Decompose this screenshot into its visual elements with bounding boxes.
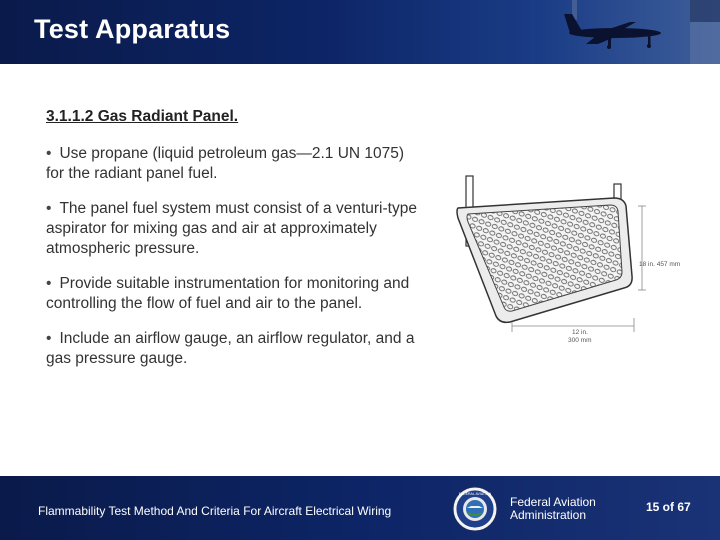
bullet-icon: • (46, 275, 52, 292)
bullet-item (46, 329, 426, 369)
page-number: 15 of 67 (646, 500, 691, 514)
bullet-text: Provide suitable instrumentation for monitoring and controlling the flow of fuel and air to the panel. (46, 275, 410, 312)
dim-height-label: 18 in. 457 mm (639, 261, 681, 268)
bullet-item (46, 199, 426, 259)
footer-bar (0, 476, 720, 540)
faa-seal-icon (452, 486, 498, 532)
footer-title: Flammability Test Method And Criteria For Aircraft Electrical Wiring (38, 504, 392, 518)
dim-width-mm-label: 300 mm (568, 337, 592, 344)
bullet-icon: • (46, 330, 52, 347)
bullet-icon: • (46, 145, 52, 162)
slide-content (46, 108, 426, 384)
agency-line1: Federal Aviation (510, 495, 596, 509)
bullet-item (46, 274, 426, 314)
bullet-icon: • (46, 200, 52, 217)
airplane-icon (540, 0, 720, 64)
agency-name (510, 496, 596, 522)
agency-line2: Administration (510, 508, 587, 522)
section-heading: 3.1.1.2 Gas Radiant Panel. (46, 108, 239, 125)
bullet-item (46, 144, 426, 184)
bullet-text: Include an airflow gauge, an airflow regulator, and a gas pressure gauge. (46, 330, 415, 367)
page-title: Test Apparatus (34, 14, 231, 44)
radiant-panel-diagram (452, 170, 692, 350)
dim-width-in-label: 12 in. (572, 329, 588, 336)
bullet-text: Use propane (liquid petroleum gas—2.1 UN 1075) for the radiant panel fuel. (46, 145, 405, 182)
svg-text:FEDERAL AVIATION: FEDERAL AVIATION (458, 492, 492, 496)
header-bar (0, 0, 720, 64)
bullet-text: The panel fuel system must consist of a venturi-type aspirator for mixing gas and air at approximately atmospheric pressure. (46, 200, 417, 257)
